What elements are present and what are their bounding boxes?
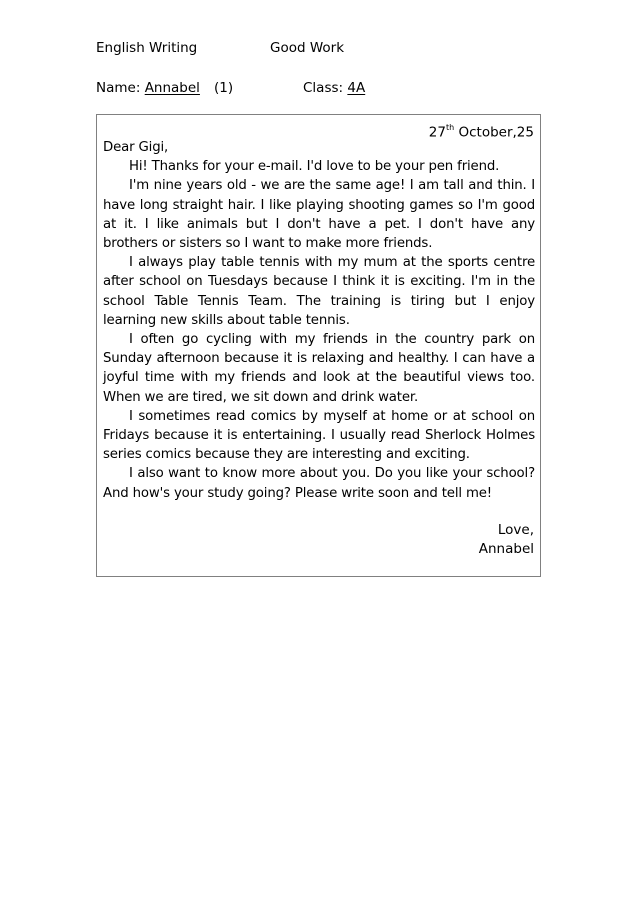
letter-paragraph: I also want to know more about you. Do you like your school? And how's your study going? Please write soon and tell me!: [103, 466, 535, 501]
name-label: Name:: [96, 80, 141, 96]
letter-signature: Annabel: [478, 541, 534, 557]
letter-closing: Love,: [497, 522, 534, 538]
letter-box: [96, 114, 541, 577]
letter-paragraph: I sometimes read comics by myself at home or at school on Fridays because it is entertaining. I usually read Sherlock Holmes series comics because they are interesting and exciting.: [103, 408, 535, 463]
letter-body: [103, 138, 535, 503]
subject-title: English Writing: [96, 40, 198, 56]
class-label: Class:: [303, 80, 344, 96]
name-row: [96, 79, 240, 97]
class-value: 4A: [347, 80, 366, 96]
good-work-label: Good Work: [270, 40, 345, 56]
letter-paragraph: I always play table tennis with my mum at the sports centre after school on Tuesdays because I think it is exciting. I'm in the school Table Tennis Team. The training is tiring but I enjoy learning new skills about table tennis.: [103, 255, 535, 328]
date-day: 27: [428, 124, 446, 141]
letter-paragraph: Hi! Thanks for your e-mail. I'd love to be your pen friend.: [129, 159, 500, 175]
date-rest: October,25: [454, 124, 534, 141]
letter-paragraph: I'm nine years old - we are the same age! I am tall and thin. I have long straight hair. I like playing shooting games so I'm good at it. I like animals but I don't have a pet. I don't have any brothers or sisters so I want to make more friends.: [103, 178, 535, 252]
letter-greeting: Dear Gigi,: [103, 140, 169, 155]
class-number: (1): [214, 80, 234, 96]
class-row: [303, 79, 365, 97]
date-suffix: th: [445, 123, 455, 132]
letter-paragraph: I often go cycling with my friends in the country park on Sunday afternoon because it is relaxing and healthy. I can have a joyful time with my friends and look at the beautiful views too. When we are tired, we sit down and drink water.: [103, 332, 535, 405]
name-field: [145, 79, 240, 97]
name-value: Annabel: [144, 80, 200, 96]
